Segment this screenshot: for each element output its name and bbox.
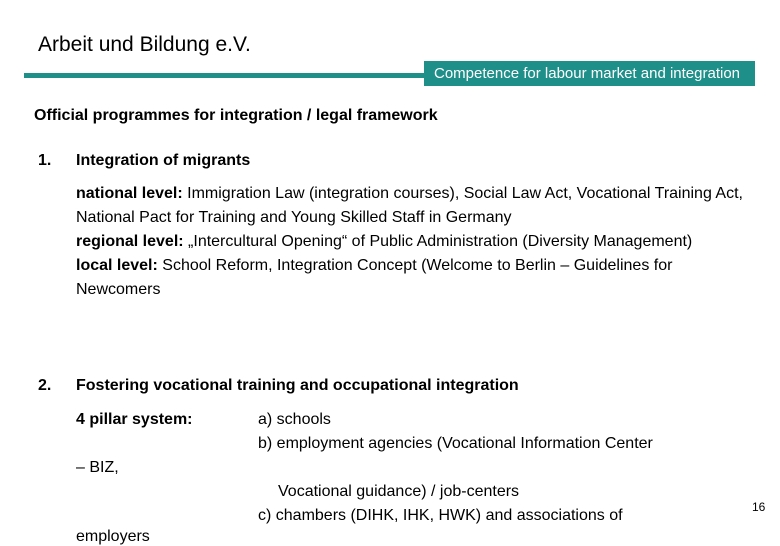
section-1-title: Integration of migrants xyxy=(76,152,251,169)
pillar-c-chambers: c) chambers (DIHK, IHK, HWK) and associations of xyxy=(258,507,623,524)
tagline-banner: Competence for labour market and integration xyxy=(424,61,755,86)
pillar-system-label: 4 pillar system: xyxy=(76,411,193,428)
slide-heading: Official programmes for integration / legal framework xyxy=(34,107,438,124)
pillar-c-employers: employers xyxy=(76,528,150,545)
section-1-number: 1. xyxy=(38,152,52,169)
pillar-b-biz: – BIZ, xyxy=(76,459,119,476)
national-level-text: Immigration Law (integration courses), Social Law Act, Vocational Training Act, National Pact for Training and Young Skilled Staff in Germany xyxy=(76,185,743,226)
national-level-label: national level: xyxy=(76,185,183,202)
section-2-title: Fostering vocational training and occupational integration xyxy=(76,377,519,394)
local-level-text: School Reform, Integration Concept (Welcome to Berlin – Guidelines for Newcomers xyxy=(76,257,673,298)
local-level-label: local level: xyxy=(76,257,158,274)
national-level-item xyxy=(76,182,756,230)
header-rule xyxy=(24,73,424,78)
regional-level-item xyxy=(76,230,756,254)
page-number: 16 xyxy=(752,500,766,514)
pillar-b-guidance: Vocational guidance) / job-centers xyxy=(278,483,520,500)
section-1-levels xyxy=(76,182,756,302)
section-2-number: 2. xyxy=(38,377,52,394)
regional-level-label: regional level: xyxy=(76,233,184,250)
organization-title: Arbeit und Bildung e.V. xyxy=(38,33,251,56)
regional-level-text: „Intercultural Opening“ of Public Administration (Diversity Management) xyxy=(183,233,693,250)
pillar-b-employment-agencies: b) employment agencies (Vocational Information Center xyxy=(258,435,653,452)
local-level-item xyxy=(76,254,756,302)
pillar-a-schools: a) schools xyxy=(258,411,331,428)
